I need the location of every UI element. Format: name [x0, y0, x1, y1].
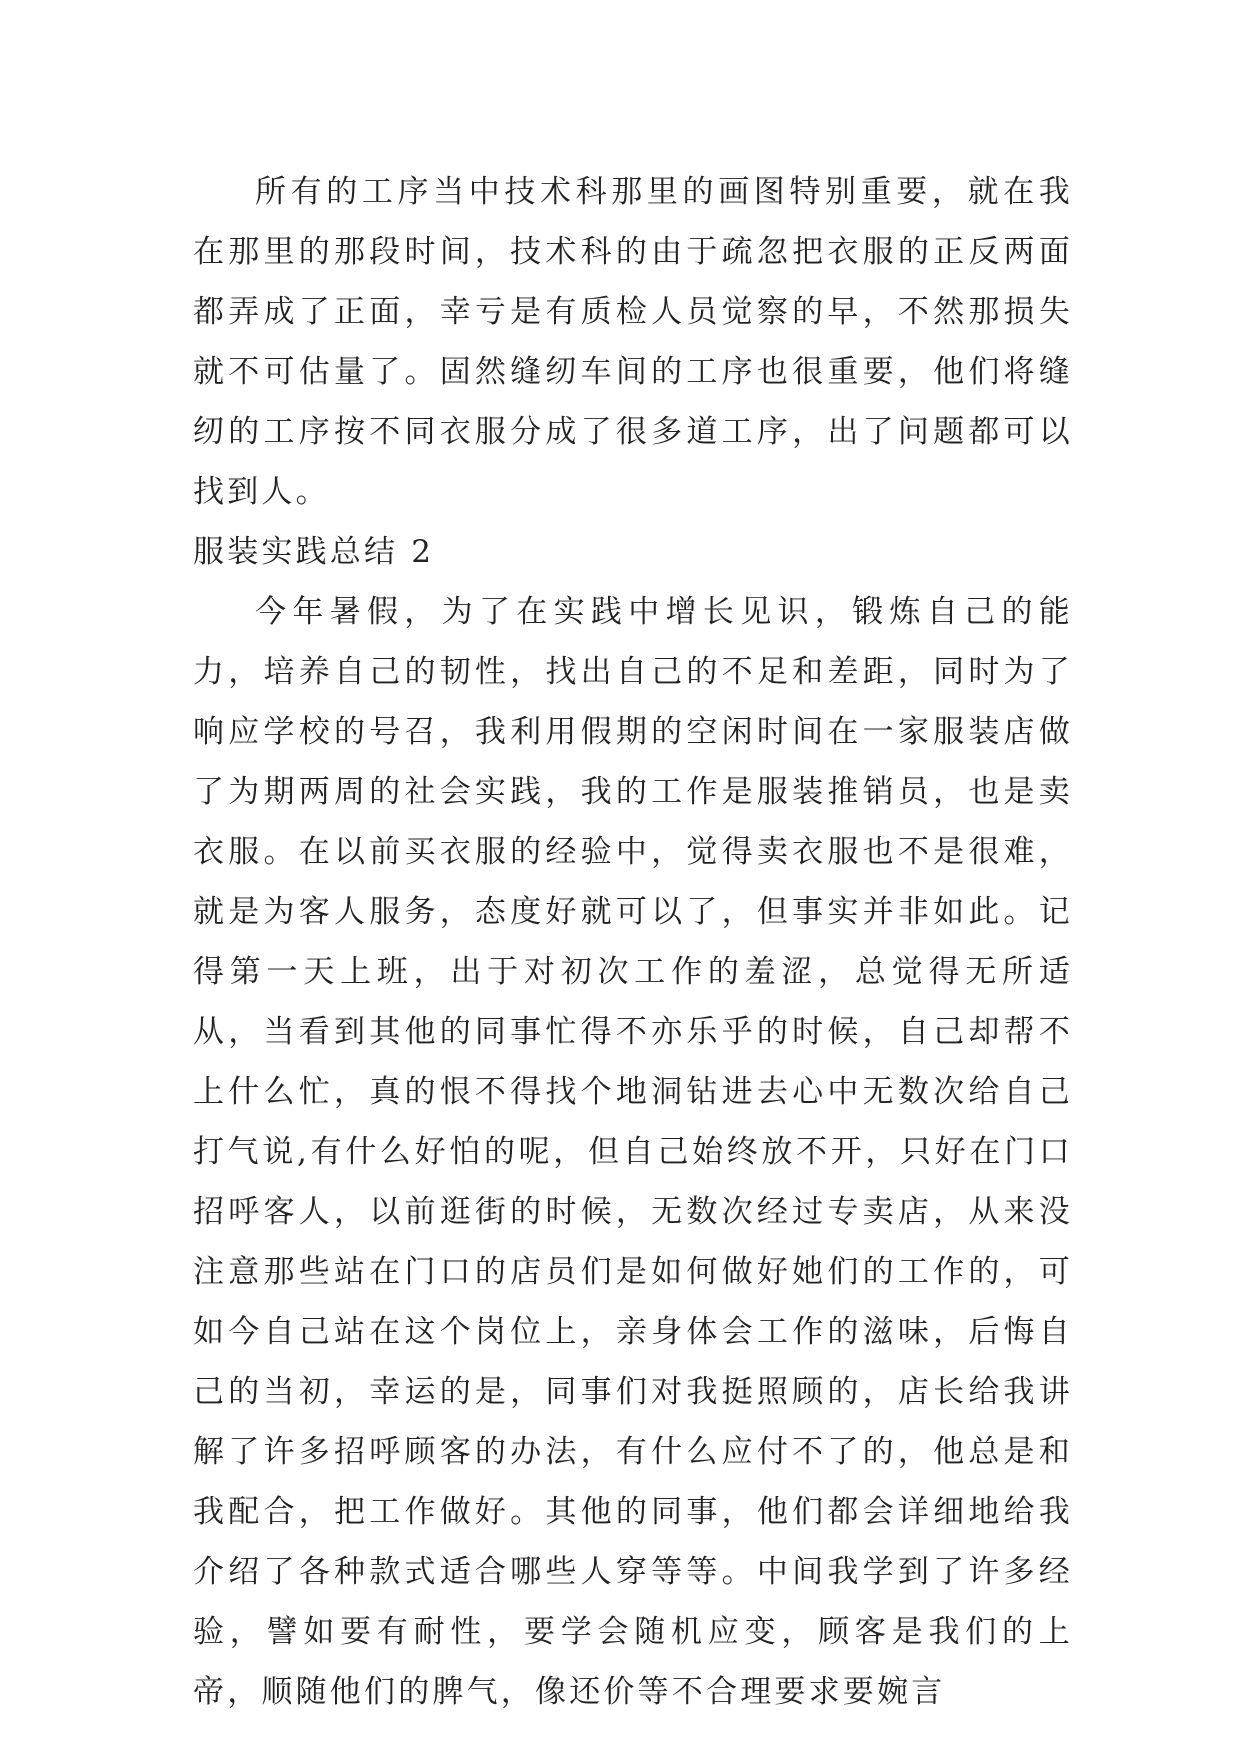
paragraph: 所有的工序当中技术科那里的画图特别重要，就在我在那里的那段时间，技术科的由于疏忽把衣服的正反两面都弄成了正面，幸亏是有质检人员觉察的早，不然那损失就不可估量了。固然缝纫车间的工序也很重要，他们将缝纫的工序按不同衣服分成了很多道工序，出了问题都可以找到人。 — [193, 174, 1073, 510]
paragraph: 今年暑假，为了在实践中增长见识，锻炼自己的能力，培养自己的韧性，找出自己的不足和差距，同时为了响应学校的号召，我利用假期的空闲时间在一家服装店做了为期两周的社会实践，我的工作是服装推销员，也是卖衣服。在以前买衣服的经验中，觉得卖衣服也不是很难，就是为客人服务，态度好就可以了，但事实并非如此。记得第一天上班，出于对初次工作的羞涩，总觉得无所适从，当看到其他的同事忙得不亦乐乎的时候，自己却帮不上什么忙，真的恨不得找个地洞钻进去心中无数次给自己打气说,有什么好怕的呢，但自己始终放不开，只好在门口招呼客人，以前逛街的时候，无数次经过专卖店，从来没注意那些站在门口的店员们是如何做好她们的工作的，可如今自己站在这个岗位上，亲身体会工作的滋味，后悔自己的当初，幸运的是，同事们对我挺照顾的，店长给我讲解了许多招呼顾客的办法，有什么应付不了的，他总是和我配合，把工作做好。其他的同事，他们都会详细地给我介绍了各种款式适合哪些人穿等等。中间我学到了许多经验，譬如要有耐性，要学会随机应变，顾客是我们的上帝，顺随他们的脾气，像还价等不合理要求要婉言 — [193, 594, 1073, 1710]
document-body — [193, 162, 1073, 1722]
section-heading: 服装实践总结 2 — [193, 534, 435, 570]
